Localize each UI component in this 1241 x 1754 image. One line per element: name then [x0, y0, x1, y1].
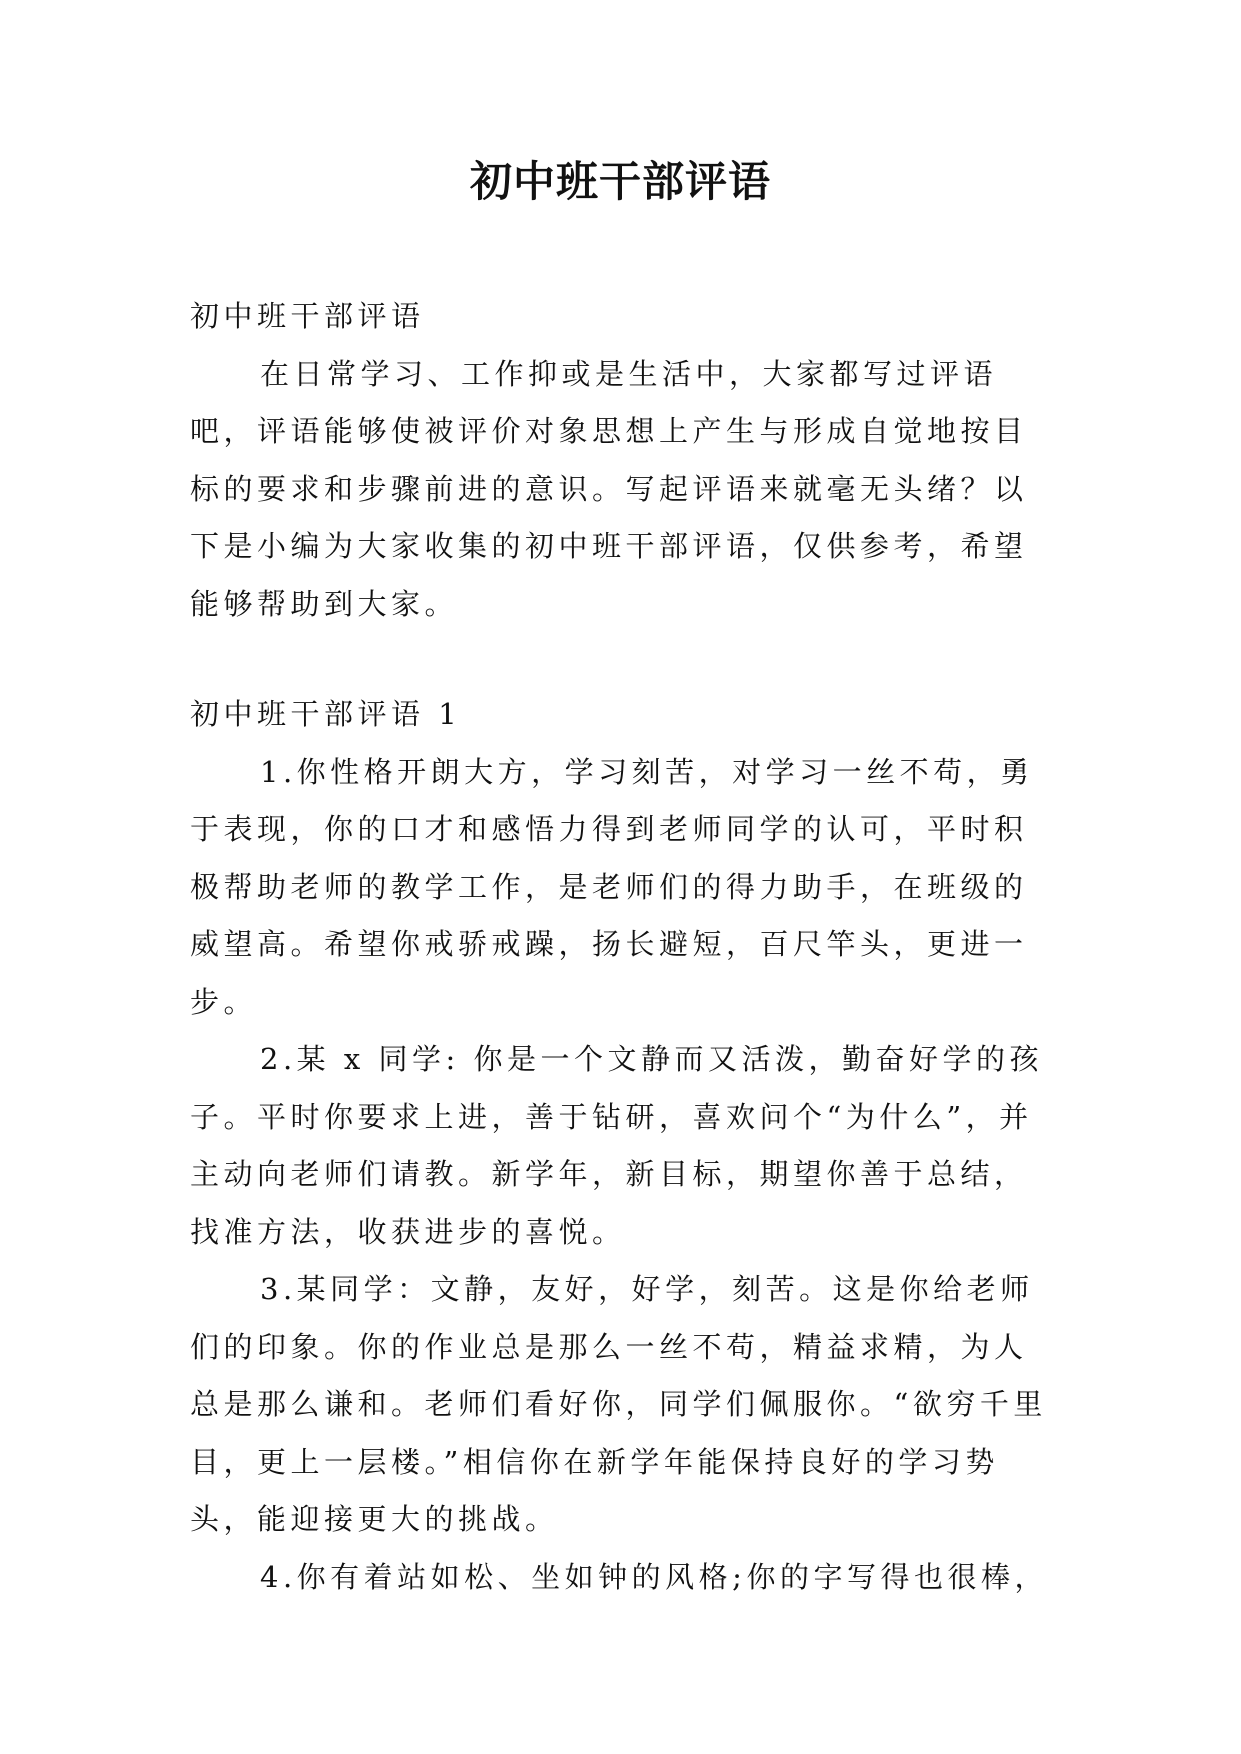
comment-item-1: 1.你性格开朗大方，学习刻苦，对学习一丝不苟，勇于表现，你的口才和感悟力得到老师同学的认可，平时积极帮助老师的教学工作，是老师们的得力助手，在班级的威望高。希望你戒骄戒躁，扬长避短，百尺竿头，更进一步。 [190, 754, 1034, 1019]
document-body [190, 288, 1055, 1606]
document-title: 初中班干部评语 [469, 157, 771, 206]
paragraph-spacer [190, 633, 1055, 686]
comment-item-4: 4.你有着站如松、坐如钟的风格;你的字写得也很棒， [260, 1559, 1048, 1594]
document-subtitle: 初中班干部评语 [190, 299, 425, 333]
comment-item-2: 2.某 x 同学: 你是一个文静而又活泼，勤奋好学的孩子。平时你要求上进，善于钻研，喜欢问个“为什么”，并主动向老师们请教。新学年，新目标，期望你善于总结，找准方法，收获进步的喜悦。 [190, 1042, 1043, 1249]
intro-paragraph: 在日常学习、工作抑或是生活中，大家都写过评语吧，评语能够使被评价对象思想上产生与形成自觉地按目标的要求和步骤前进的意识。写起评语来就毫无头绪？以下是小编为大家收集的初中班干部评语，仅供参考，希望能够帮助到大家。 [190, 356, 1028, 621]
section-heading: 初中班干部评语 1 [190, 697, 462, 731]
comment-item-3: 3.某同学：文静，友好，好学，刻苦。这是你给老师们的印象。你的作业总是那么一丝不苟，精益求精，为人总是那么谦和。老师们看好你，同学们佩服你。“欲穷千里目，更上一层楼。”相信你在新学年能保持良好的学习势头，能迎接更大的挑战。 [190, 1272, 1047, 1536]
